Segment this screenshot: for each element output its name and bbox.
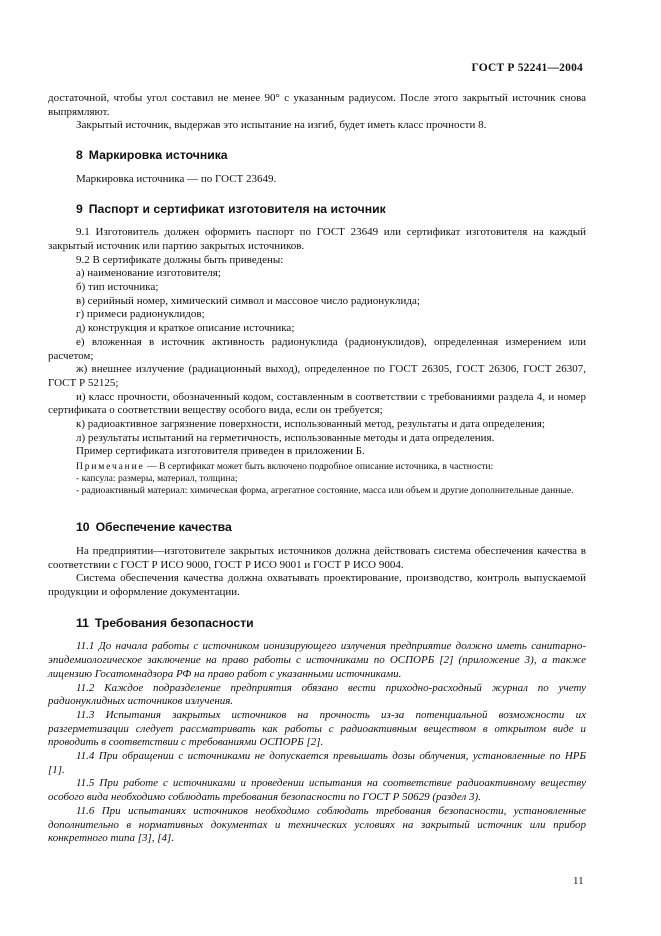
paragraph: Маркировка источника — по ГОСТ 23649.	[76, 172, 277, 185]
section-number: 10	[76, 520, 90, 535]
clause-11-4: 11.4 При обращении с источниками не допускается превышать дозы облучения, установленные по НРБ [1].	[48, 750, 586, 776]
section-title: Паспорт и сертификат изготовителя на источник	[88, 201, 386, 216]
paragraph: Пример сертификата изготовителя приведен в приложении Б.	[76, 445, 365, 458]
section-number: 9	[76, 201, 83, 216]
note-label: Примечание	[76, 461, 145, 473]
section-number: 11	[76, 615, 89, 630]
section-title: Требования безопасности	[94, 615, 254, 630]
clause-11-3: 11.3 Испытания закрытых источников на прочность из-за потенциальной возможности их разгерметизации следует рассматривать как работы с радиоактивным веществом в открытом виде и проводить в соответствии с требованиями ОСПОРБ [2].	[48, 708, 586, 749]
list-item: ж) внешнее излучение (радиационный выход), определенное по ГОСТ 26305, ГОСТ 26306, ГОСТ 26307, ГОСТ Р 52125;	[48, 363, 586, 389]
section-heading-9	[48, 203, 586, 217]
paragraph: Закрытый источник, выдержав это испытание на изгиб, будет иметь класс прочности 8.	[76, 119, 487, 132]
section-title: Маркировка источника	[88, 148, 228, 163]
list-item: л) результаты испытаний на герметичность, использованные методы и дата определения.	[76, 431, 495, 444]
list-item: г) примеси радионуклидов;	[76, 308, 205, 321]
clause-11-2: 11.2 Каждое подразделение предприятия обязано вести приходно-расходный журнал по учету радионуклидных источников излучения.	[48, 681, 586, 708]
list-item: а) наименование изготовителя;	[76, 267, 221, 280]
clause-11-5: 11.5 При работе с источниками и проведении испытания на соответствие радиоактивному веществу особого вида необходимо соблюдать требования безопасности по ГОСТ Р 50629 (раздел 3).	[48, 777, 586, 804]
paragraph: Система обеспечения качества должна охватывать проектирование, производство, контроль выпускаемой продукции и оформление документации.	[48, 572, 586, 598]
clause-9-2: 9.2 В сертификате должны быть приведены:	[76, 253, 284, 266]
note-item: - капсула: размеры, материал, толщина;	[76, 473, 238, 485]
clause-11-1: 11.1 До начала работы с источником ионизирующего излучения предприятие должно иметь санитарно-эпидемиологическое заключение на право работы с источниками по ОСПОРБ [2] (приложение 3), а также лицензию Госатомнадзора РФ на право работ с указанными источниками.	[48, 640, 586, 680]
section-heading-10	[48, 521, 586, 535]
paragraph: На предприятии—изготовителе закрытых источников должна действовать система обеспечения качества в соответствии с ГОСТ Р ИСО 9000, ГОСТ Р ИСО 9001 и ГОСТ Р ИСО 9004.	[48, 544, 586, 571]
page-content	[48, 92, 586, 846]
clause-9-1: 9.1 Изготовитель должен оформить паспорт по ГОСТ 23649 или сертификат изготовителя на каждый закрытый источник или партию закрытых источников.	[48, 226, 586, 252]
list-item: к) радиоактивное загрязнение поверхности, использованный метод, результаты и дата определения;	[76, 418, 546, 431]
page-number: 11	[573, 875, 584, 887]
list-item: е) вложенная в источник активность радионуклида (радионуклидов), определенная измерением или расчетом;	[48, 335, 586, 362]
clause-11-6: 11.6 При испытаниях источников необходимо соблюдать требования безопасности, установленные дополнительно в нормативных документах и технических условиях на закрытый источник или прибор конкретного типа [3], [4].	[48, 804, 586, 845]
note-text: — В сертификат может быть включено подробное описание источника, в частности:	[144, 461, 494, 473]
section-title: Обеспечение качества	[95, 520, 232, 535]
note	[48, 461, 586, 473]
note-item: - радиоактивный материал: химическая форма, агрегатное состояние, масса или объем и другие дополнительные данные.	[76, 485, 574, 497]
list-item: д) конструкция и краткое описание источника;	[76, 322, 295, 335]
section-heading-8	[48, 149, 586, 163]
list-item: и) класс прочности, обозначенный кодом, составленным в соответствии с требованиями раздела 4, и номер сертификата о соответствии веществу особого вида, если он требуется;	[48, 390, 586, 417]
continued-paragraph: достаточной, чтобы угол составил не менее 90° с указанным радиусом. После этого закрытый источник снова выпрямляют.	[48, 92, 586, 118]
document-code-header: ГОСТ Р 52241—2004	[471, 62, 583, 74]
list-item: в) серийный номер, химический символ и массовое число радионуклида;	[76, 294, 420, 307]
section-heading-11	[48, 617, 586, 631]
section-number: 8	[76, 148, 83, 163]
list-item: б) тип источника;	[76, 281, 159, 294]
